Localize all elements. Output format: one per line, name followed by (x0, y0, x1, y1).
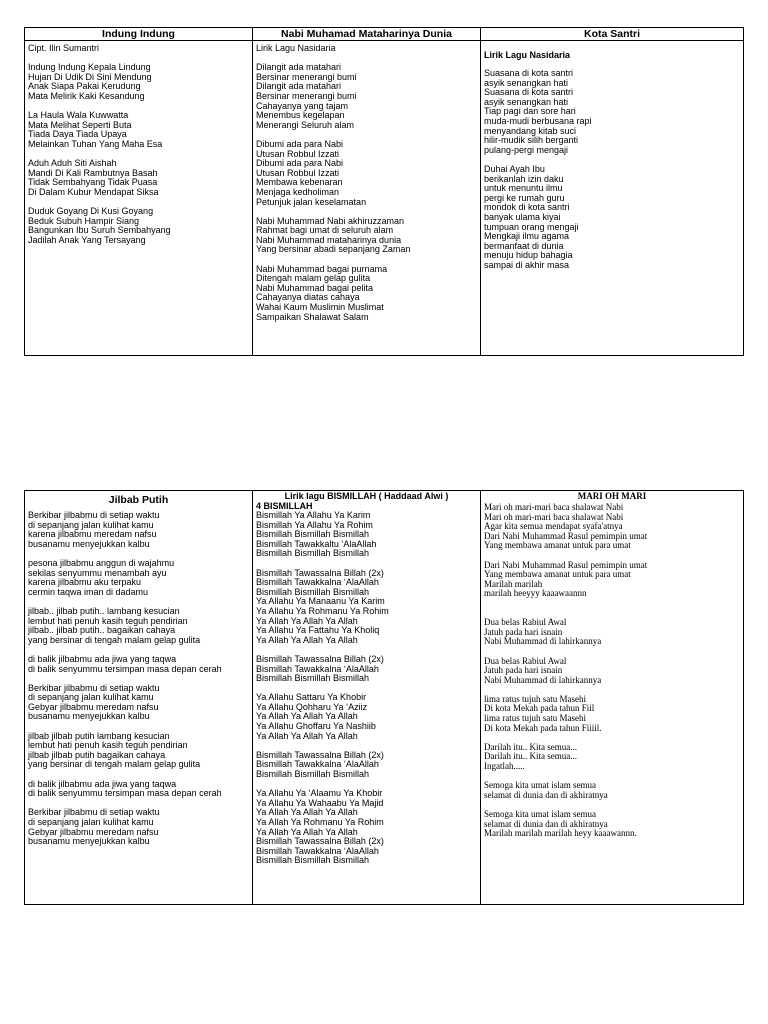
lyrics-table-1 (24, 27, 744, 356)
column-mari-oh-mari (480, 491, 743, 904)
column-title: Indung Indung (25, 28, 252, 41)
column-title: Jilbab Putih (108, 494, 169, 506)
column-jilbab-putih (25, 491, 252, 904)
column-title: Kota Santri (481, 28, 743, 41)
lyrics-text: Suasana di kota santri asyik senangkan hati Suasana di kota santri asyik senangkan hati Tiap pagi dan sore hari muda-mudi berbusana rapi menyandang kitab suci hilir-mudik silih berganti pulang-pergi mengaji Duhai Ayah Ibu berikanlah izin daku untuk menuntu ilmu pergi ke rumah guru mondok di kota santri banyak ulama kiyai tumpuan orang mengaji Mengkaji ilmu agama bermanfaat di dunia menuju hidup bahagia sampai di akhir masa (484, 68, 592, 270)
lyrics-table-2 (24, 490, 744, 905)
lyrics-text: Bismillah Ya Allahu Ya Karim Bismillah Ya Allahu Ya Rohim Bismillah Bismillah Bismillah Bismillah Tawakkaltu ‘AlaAllah Bismillah Bismillah Bismillah Bismillah Tawassalna Billah (2x) Bismillah Tawakkalna ‘AlaAllah Bismillah Bismillah Bismillah Ya Allahu Ya Manaanu Ya Karim Ya Allahu Ya Rohmanu Ya Rohim Ya Allah Ya Allah Ya Allah Ya Allahu Ya Fattahu Ya Kholiq Ya Allah Ya Allah Ya Allah Bismillah Tawassalna Billah (2x) Bismillah Tawakkalna ‘AlaAllah Bismillah Bismillah Bismillah Ya Allahu Sattaru Ya Khobir Ya Allahu Qohharu Ya ‘Aziiz Ya Allah Ya Allah Ya Allah Ya Allahu Ghoffaru Ya Nashiib Ya Allah Ya Allah Ya Allah Bismillah Tawassalna Billah (2x) Bismillah Tawakkalna ‘AlaAllah Bismillah Bismillah Bismillah Ya Allahu Ya ‘Alaamu Ya Khobir Ya Allahu Ya Wahaabu Ya Majid Ya Allah Ya Allah Ya Allah Ya Allah Ya Rohmanu Ya Rohim Ya Allah Ya Allah Ya Allah Bismillah Tawassalna Billah (2x) Bismillah Tawakkalna ‘AlaAllah Bismillah Bismillah Bismillah (256, 511, 389, 866)
column-subtitle: 4 BISMILLAH (256, 501, 313, 511)
column-subtitle: Lirik Lagu Nasidaria (484, 50, 571, 60)
column-kota-santri (480, 28, 743, 355)
lyrics-text: Berkibar jilbabmu di setiap waktu di sepanjang jalan kulihat kamu karena jilbabmu meredam nafsu busanamu menyejukkan kalbu pesona jilbabmu anggun di wajahmu sekilas senyummu menambah ayu karena jilbabmu aku terpaku cermin taqwa iman di dadamu jilbab.. jilbab putih.. lambang kesucian lembut hati penuh kasih teguh pendirian jilbab.. jilbab putih.. bagaikan cahaya yang bersinar di tengah malam gelap gulita di balik jilbabmu ada jiwa yang taqwa di balik senyummu tersimpan masa depan cerah Berkibar jilbabmu di setiap waktu di sepanjang jalan kulihat kamu Gebyar jilbabmu meredam nafsu busanamu menyejukkan kalbu jilbab jilbab putih lambang kesucian lembut hati penuh kasih teguh pendirian jilbab jilbab putih bagaikan cahaya yang bersinar di tengah malam gelap gulita di balik jilbabmu ada jiwa yang taqwa di balik senyummu tersimpan masa depan cerah Berkibar jilbabmu di setiap waktu di sepanjang jalan kulihat kamu Gebyar jilbabmu meredam nafsu busanamu menyejukkan kalbu (28, 510, 222, 847)
lyrics-text: Mari oh mari-mari baca shalawat Nabi Mari oh mari-mari baca shalawat Nabi Agar kita semua mendapat syafa'atnya Dari Nabi Muhammad Rasul pemimpin umat Yang membawa amanat untuk para umat Dari Nabi Muhammad Rasul pemimpin umat Yang membawa amanat untuk para umat Marilah marilah marilah heeyyy kaaawaannn Dua belas Rabiul Awal Jatuh pada hari isnain Nabi Muhammad di lahirkannya Dua belas Rabiul Awal Jatuh pada hari isnain Nabi Muhammad di lahirkannya lima ratus tujuh satu Masehi Di kota Mekah pada tahun Fiil lima ratus tujuh satu Masehi Di kota Mekah pada tahun Fiiiil. Darilah itu.. Kita semua... Darilah itu.. Kita semua... Ingatlah..... Semoga kita umat islam semua selamat di dunia dan di akhiratnya Semoga kita umat islam semua selamat di dunia dan di akhiratnya Marilah marilah marilah heyy kaaawannn. (484, 502, 648, 839)
column-title: MARI OH MARI (577, 491, 647, 501)
lyrics-text: Cipt. Ilin Sumantri Indung Indung Kepala Lindung Hujan Di Udik Di Sini Mendung Anak Siapa Pakai Kerudung Mata Melirik Kaki Kesandung La Haula Wala Kuwwatta Mata Melihat Seperti Buta Tiada Daya Tiada Upaya Melainkan Tuhan Yang Maha Esa Aduh Aduh Siti Aishah Mandi Di Kali Rambutnya Basah Tidak Sembahyang Tidak Puasa Di Dalam Kubur Mendapat Siksa Duduk Goyang Di Kusi Goyang Beduk Subuh Hampir Siang Bangunkan Ibu Suruh Sembahyang Jadilah Anak Yang Tersayang (28, 43, 171, 245)
column-title: Lirik lagu BISMILLAH ( Haddaad Alwi ) (284, 491, 449, 501)
column-title: Nabi Muhamad Mataharinya Dunia (253, 28, 480, 41)
lyrics-text: Lirik Lagu Nasidaria Dilangit ada matahari Bersinar menerangi bumi Dilangit ada matahari Bersinar menerangi bumi Cahayanya yang tajam Menembus kegelapan Menerangi Seluruh alam Dibumi ada para Nabi Utusan Robbul Izzati Dibumi ada para Nabi Utusan Robbul Izzati Membawa kebenaran Menjaga kedholiman Petunjuk jalan keselamatan Nabi Muhammad Nabi akhiruzzaman Rahmat bagi umat di seluruh alam Nabi Muhammad mataharinya dunia Yang bersinar abadi sepanjang Zaman Nabi Muhammad bagai purnama Ditengah malam gelap gulita Nabi Muhammad bagai pelita Cahayanya diatas cahaya Wahai Kaum Muslimin Muslimat Sampaikan Shalawat Salam (256, 43, 411, 322)
column-bismillah (252, 491, 480, 904)
column-indung-indung (25, 28, 252, 355)
column-nabi-muhamad (252, 28, 480, 355)
